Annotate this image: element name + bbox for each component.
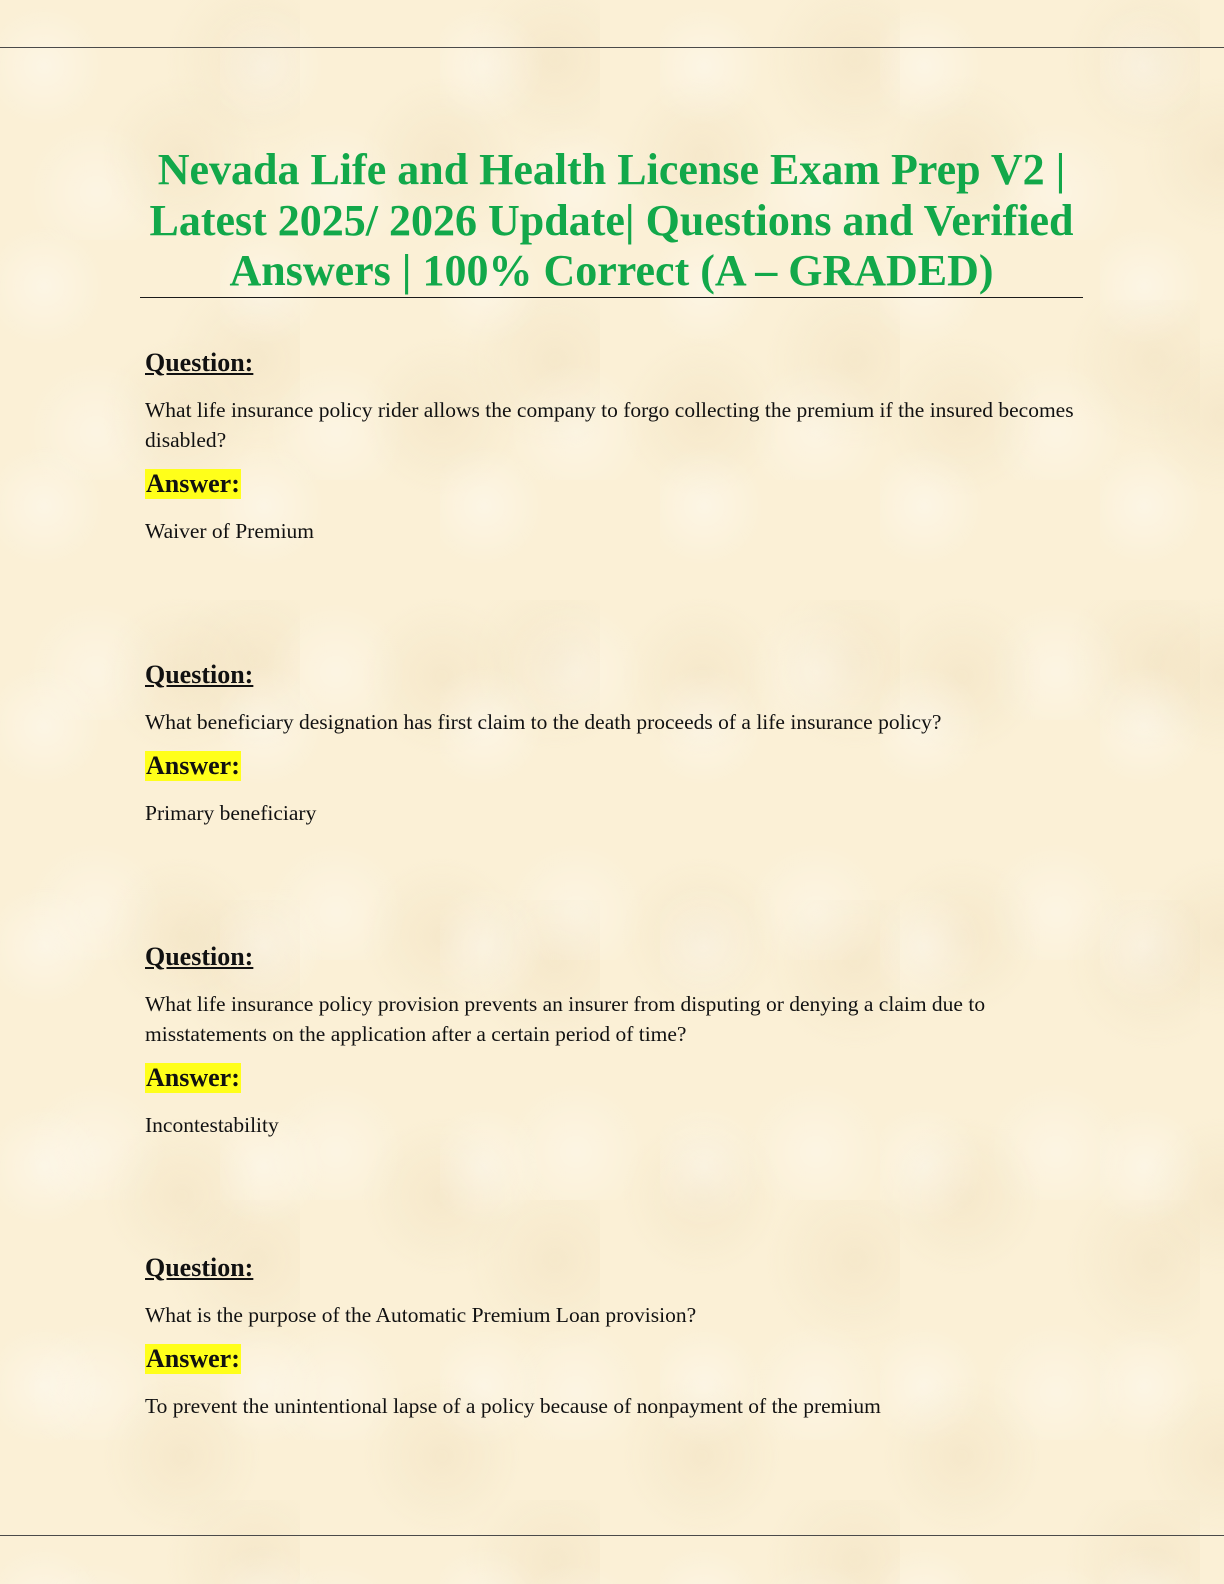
answer-text: To prevent the unintentional lapse of a policy because of nonpayment of the premium bbox=[145, 1394, 881, 1418]
qa-item bbox=[145, 1253, 1075, 1421]
answer-text: Waiver of Premium bbox=[145, 519, 315, 543]
answer-label: Answer: bbox=[146, 1063, 240, 1092]
question-text: What beneficiary designation has first claim to the death proceeds of a life insurance policy? bbox=[145, 710, 942, 734]
answer-label: Answer: bbox=[146, 469, 240, 498]
question-label: Question: bbox=[145, 660, 254, 689]
answer-text: Incontestability bbox=[145, 1113, 279, 1137]
question-label: Question: bbox=[145, 942, 254, 971]
page-bottom-rule bbox=[0, 1535, 1224, 1536]
answer-label: Answer: bbox=[146, 1344, 240, 1373]
qa-item bbox=[145, 348, 1075, 546]
question-label: Question: bbox=[145, 1253, 254, 1282]
qa-item bbox=[145, 660, 1075, 828]
answer-label: Answer: bbox=[146, 751, 240, 780]
document-title: Nevada Life and Health License Exam Prep V2 | Latest 2025/ 2026 Update| Questions and Verified Answers | 100% Correct (A – GRADED) bbox=[149, 145, 1074, 295]
page-top-rule bbox=[0, 47, 1224, 48]
question-text: What life insurance policy provision prevents an insurer from disputing or denying a claim due to misstatements on the application after a certain period of time? bbox=[145, 992, 986, 1046]
answer-text: Primary beneficiary bbox=[145, 801, 317, 825]
question-label: Question: bbox=[145, 348, 254, 377]
question-text: What is the purpose of the Automatic Premium Loan provision? bbox=[145, 1303, 697, 1327]
question-text: What life insurance policy rider allows the company to forgo collecting the premium if the insured becomes disabled? bbox=[145, 398, 1074, 452]
qa-item bbox=[145, 942, 1075, 1140]
title-underline-rule bbox=[140, 297, 1083, 298]
